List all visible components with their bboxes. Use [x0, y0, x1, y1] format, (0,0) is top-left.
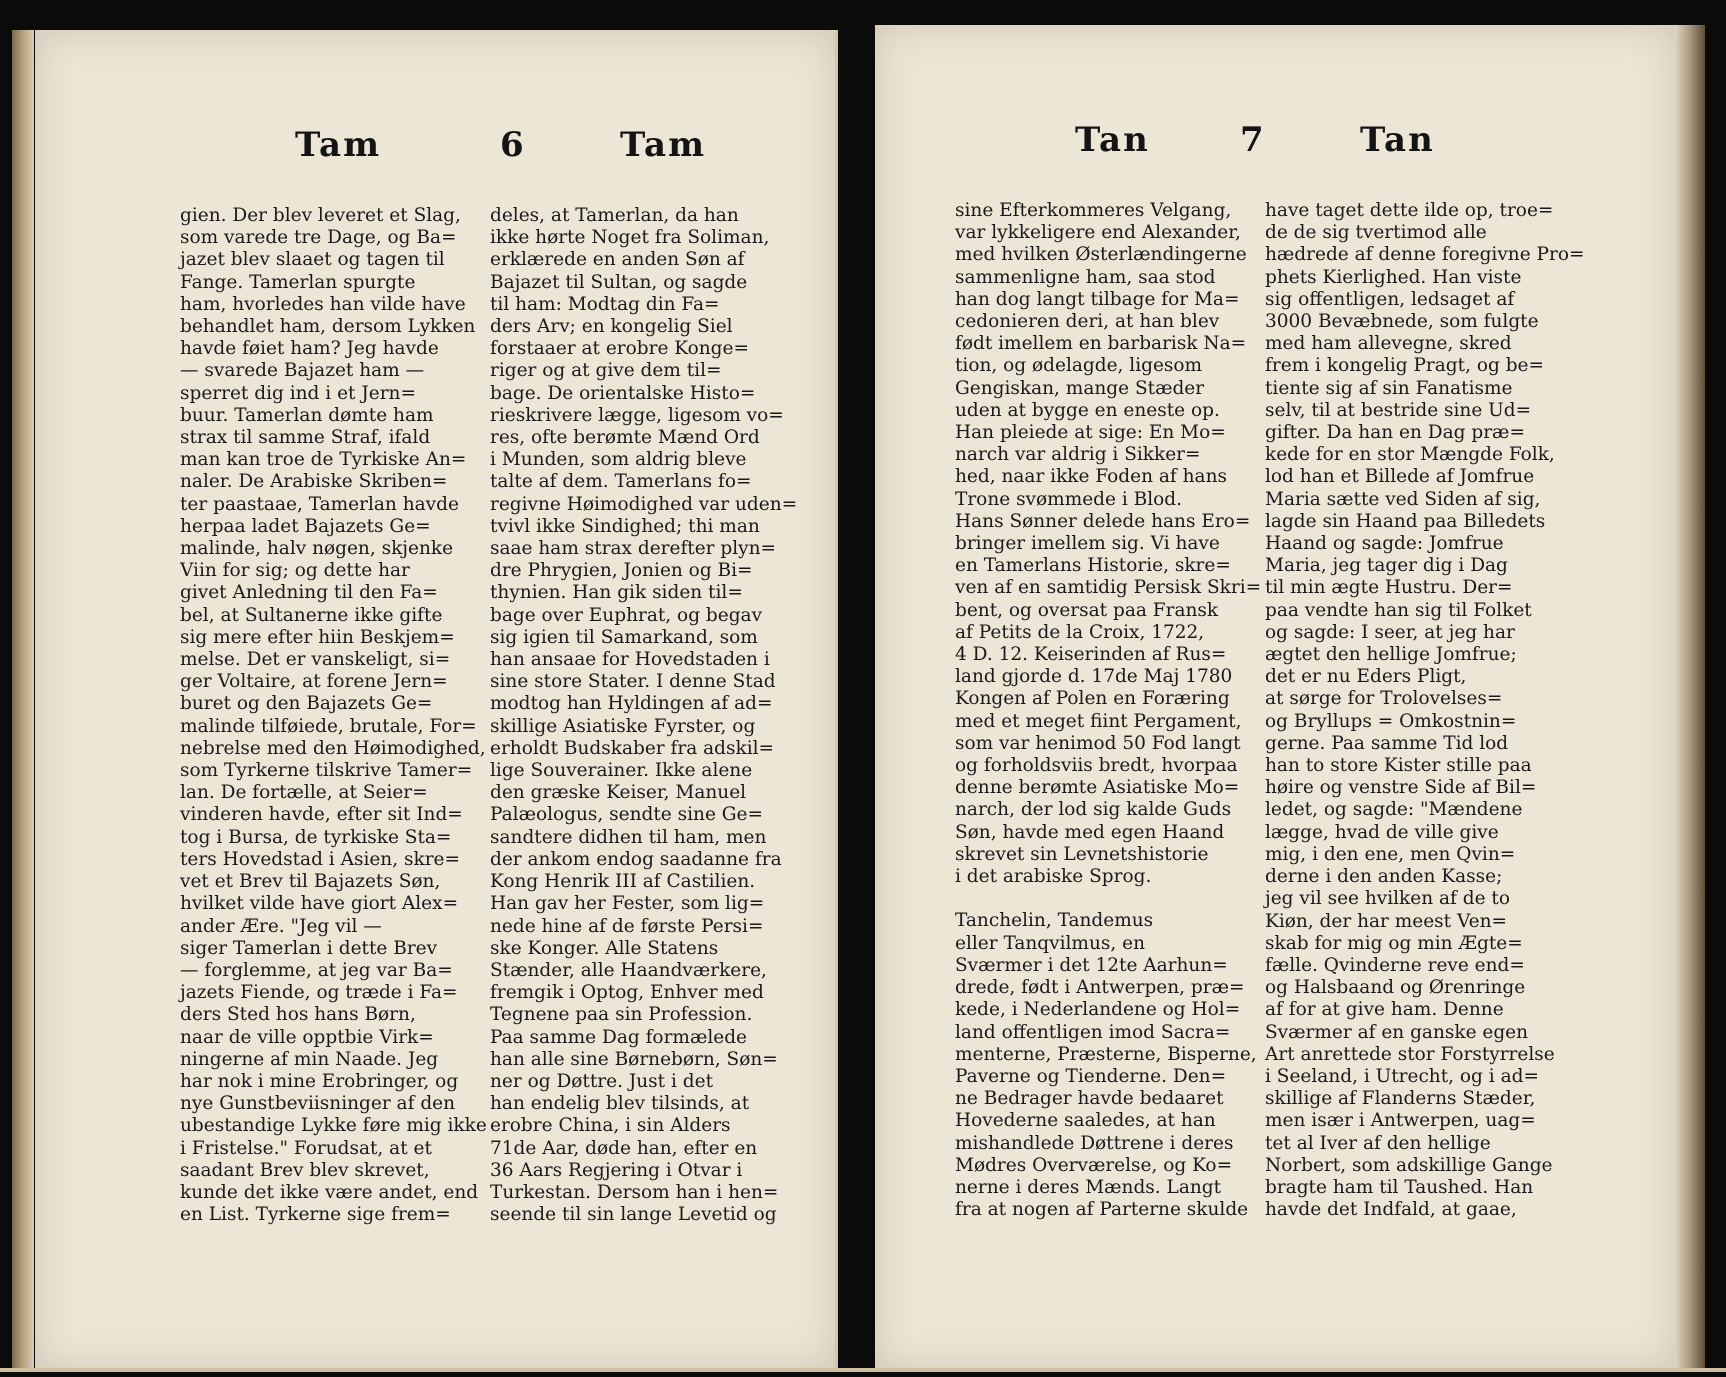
book-edge-left	[12, 30, 34, 1370]
text-line: melse. Det er vanskeligt, si=	[180, 649, 451, 671]
text-line: var lykkeligere end Alexander,	[955, 222, 1241, 244]
text-line: buur. Tamerlan dømte ham	[180, 404, 434, 426]
text-line: rieskrivere lægge, ligesom vo=	[490, 404, 784, 426]
text-line: Han gav her Fester, som lig=	[490, 893, 765, 915]
text-line: Viin for sig; og dette har	[180, 560, 410, 582]
text-line: land offentligen imod Sacra=	[955, 1021, 1231, 1043]
text-line: Tegnene paa sin Profession.	[490, 1004, 753, 1026]
text-line: thynien. Han gik siden til=	[490, 582, 743, 604]
text-line: Maria, jeg tager dig i Dag	[1265, 555, 1508, 577]
text-line: bage over Euphrat, og begav	[490, 604, 763, 626]
text-line: tvivl ikke Sindighed; thi man	[490, 515, 760, 537]
text-line: kede for en stor Mængde Folk,	[1265, 444, 1555, 466]
left-page-column-2	[490, 205, 798, 1226]
right-page-column-2	[1265, 200, 1585, 1221]
text-line: seende til sin lange Levetid og	[490, 1204, 777, 1226]
text-line: Art anrettede stor Forstyrrelse	[1265, 1043, 1555, 1065]
text-line: drede, født i Antwerpen, præ=	[955, 977, 1245, 999]
text-line: Kong Henrik III af Castilien.	[490, 871, 756, 893]
text-line: havde det Indfald, at gaae,	[1265, 1199, 1517, 1221]
text-line: til ham: Modtag din Fa=	[490, 293, 720, 315]
text-line: de de sig tvertimod alle	[1265, 222, 1487, 244]
text-line: erobre China, i sin Alders	[490, 1115, 731, 1137]
text-line: ham, hvorledes han vilde have	[180, 293, 466, 315]
text-line: i det arabiske Sprog.	[955, 866, 1152, 888]
text-line: lan. De fortælle, at Seier=	[180, 782, 428, 804]
text-line: ubestandige Lykke føre mig ikke	[180, 1115, 487, 1137]
text-line: Sværmer i det 12te Aarhun=	[955, 954, 1228, 976]
text-line: skrevet sin Levnetshistorie	[955, 843, 1209, 865]
text-line: denne berømte Asiatiske Mo=	[955, 777, 1240, 799]
text-line: Hovederne saaledes, at han	[955, 1110, 1216, 1132]
text-line: i Munden, som aldrig bleve	[490, 449, 747, 471]
text-line: tiente sig af sin Fanatisme	[1265, 377, 1513, 399]
text-line: sig mere efter hiin Beskjem=	[180, 626, 455, 648]
text-line: ters Hovedstad i Asien, skre=	[180, 848, 460, 870]
text-line: vinderen havde, efter sit Ind=	[180, 804, 463, 826]
right-page-number: 7	[1240, 120, 1266, 160]
right-page-column-1	[955, 200, 1262, 1221]
text-line: paa vendte han sig til Folket	[1265, 599, 1532, 621]
text-line: givet Anledning til den Fa=	[180, 582, 438, 604]
text-line: skab for mig og min Ægte=	[1265, 932, 1523, 954]
text-line: med et meget fiint Pergament,	[955, 710, 1242, 732]
text-line: og Halsbaand og Ørenringe	[1265, 977, 1526, 999]
text-line: — svarede Bajazet ham —	[180, 360, 425, 382]
text-line: narch, der lod sig kalde Guds	[955, 799, 1232, 821]
text-line: buret og den Bajazets Ge=	[180, 693, 433, 715]
text-line: han to store Kister stille paa	[1265, 755, 1532, 777]
text-line: Kiøn, der har meest Ven=	[1265, 910, 1508, 932]
text-line: selv, til at bestride sine Ud=	[1265, 399, 1532, 421]
text-line: i Fristelse." Forudsat, at et	[180, 1137, 432, 1159]
text-line: uden at bygge en eneste op.	[955, 399, 1220, 421]
text-line: har nok i mine Erobringer, og	[180, 1070, 459, 1092]
text-line: ægtet den hellige Jomfrue;	[1265, 644, 1517, 666]
text-line: ikke hørte Noget fra Soliman,	[490, 227, 770, 249]
text-line: herpaa ladet Bajazets Ge=	[180, 515, 431, 537]
text-line: Paverne og Tienderne. Den=	[955, 1065, 1227, 1087]
text-line: Tanchelin, Tandemus	[955, 910, 1154, 932]
text-line: tog i Bursa, de tyrkiske Sta=	[180, 826, 452, 848]
text-line: land gjorde d. 17de Maj 1780	[955, 666, 1233, 688]
text-line: hædrede af denne foregivne Pro=	[1265, 244, 1585, 266]
text-line: naler. De Arabiske Skriben=	[180, 471, 448, 493]
text-line: Maria sætte ved Siden af sig,	[1265, 488, 1541, 510]
text-line: ningerne af min Naade. Jeg	[180, 1048, 439, 1070]
text-line: sandtere didhen til ham, men	[490, 826, 767, 848]
text-line: derne i den anden Kasse;	[1265, 866, 1503, 888]
text-line: ledet, og sagde: "Mændene	[1265, 799, 1523, 821]
text-line: Haand og sagde: Jomfrue	[1265, 533, 1504, 555]
text-line: Sværmer af en ganske egen	[1265, 1021, 1529, 1043]
text-line: nerne i deres Mænds. Langt	[955, 1176, 1222, 1198]
text-line: Turkestan. Dersom han i hen=	[490, 1181, 779, 1203]
text-line: mig, i den ene, men Qvin=	[1265, 843, 1516, 865]
text-line: — forglemme, at jeg var Ba=	[180, 959, 453, 981]
left-header-word-1: Tam	[295, 125, 382, 165]
text-line: bringer imellem sig. Vi have	[955, 533, 1220, 555]
text-line: hed, naar ikke Foden af hans	[955, 466, 1227, 488]
text-line: Han pleiede at sige: En Mo=	[955, 422, 1226, 444]
text-line: skillige af Flanderns Stæder,	[1265, 1088, 1536, 1110]
left-page-column-1	[180, 205, 487, 1226]
text-line: og sagde: I seer, at jeg har	[1265, 621, 1515, 643]
text-line: vet et Brev til Bajazets Søn,	[180, 871, 441, 893]
text-line: høire og venstre Side af Bil=	[1265, 777, 1537, 799]
text-line: Søn, havde med egen Haand	[955, 821, 1225, 843]
text-line: res, ofte berømte Mænd Ord	[490, 427, 760, 449]
text-line: af for at give ham. Denne	[1265, 999, 1504, 1021]
text-line: have taget dette ilde op, troe=	[1265, 200, 1554, 221]
text-line: mishandlede Døttrene i deres	[955, 1132, 1234, 1154]
text-line: med hvilken Østerlændingerne	[955, 244, 1247, 266]
text-line: malinde tilføiede, brutale, For=	[180, 715, 477, 737]
right-page	[875, 25, 1675, 1370]
text-line: saadant Brev blev skrevet,	[180, 1159, 430, 1181]
text-line: 3000 Bevæbnede, som fulgte	[1265, 311, 1539, 333]
text-line: nede hine af de første Persi=	[490, 915, 764, 937]
text-line: sine Efterkommeres Velgang,	[955, 200, 1232, 221]
text-line: gien. Der blev leveret et Slag,	[180, 205, 461, 226]
text-line: Paa samme Dag formælede	[490, 1026, 747, 1048]
text-line: ske Konger. Alle Statens	[490, 937, 719, 959]
text-line: til min ægte Hustru. Der=	[1265, 577, 1513, 599]
text-line: tion, og ødelagde, ligesom	[955, 355, 1203, 377]
text-line	[955, 888, 1240, 910]
text-line: han alle sine Børnebørn, Søn=	[490, 1048, 778, 1070]
text-line: bent, og oversat paa Fransk	[955, 599, 1219, 621]
text-line: 4 D. 12. Keiserinden af Rus=	[955, 644, 1227, 666]
text-line: men især i Antwerpen, uag=	[1265, 1110, 1536, 1132]
text-line: kede, i Nederlandene og Hol=	[955, 999, 1241, 1021]
left-page	[35, 30, 838, 1370]
text-line: bragte ham til Taushed. Han	[1265, 1176, 1534, 1198]
text-line: sig offentligen, ledsaget af	[1265, 288, 1515, 310]
text-line: gifter. Da han en Dag præ=	[1265, 422, 1525, 444]
text-line: i Seeland, i Utrecht, og i ad=	[1265, 1065, 1539, 1087]
text-line: sammenligne ham, saa stod	[955, 266, 1216, 288]
text-line: nebrelse med den Høimodighed,	[180, 737, 486, 759]
text-line: havde føiet ham? Jeg havde	[180, 338, 439, 360]
text-line: Kongen af Polen en Foræring	[955, 688, 1230, 710]
text-line: en Tamerlans Historie, skre=	[955, 555, 1231, 577]
text-line: Palæologus, sendte sine Ge=	[490, 804, 764, 826]
text-line: bage. De orientalske Histo=	[490, 382, 756, 404]
left-page-number: 6	[500, 125, 526, 165]
text-line: som Tyrkerne tilskrive Tamer=	[180, 760, 473, 782]
text-line: ders Sted hos hans Børn,	[180, 1004, 416, 1026]
text-line: regivne Høimodighed var uden=	[490, 493, 798, 515]
text-line: der ankom endog saadanne fra	[490, 848, 782, 870]
text-line: bel, at Sultanerne ikke gifte	[180, 604, 443, 626]
text-line: en List. Tyrkerne sige frem=	[180, 1204, 451, 1226]
text-line: han dog langt tilbage for Ma=	[955, 288, 1240, 310]
text-line: jeg vil see hvilken af de to	[1265, 888, 1510, 910]
text-line: ander Ære. "Jeg vil —	[180, 915, 382, 937]
text-line: Fange. Tamerlan spurgte	[180, 271, 416, 293]
text-line: tet al Iver af den hellige	[1265, 1132, 1491, 1154]
text-line: skillige Asiatiske Fyrster, og	[490, 715, 756, 737]
text-line: Trone svømmede i Blod.	[955, 488, 1183, 510]
text-line: menterne, Præsterne, Bisperne,	[955, 1043, 1257, 1065]
text-line: erklærede en anden Søn af	[490, 249, 745, 271]
text-line: frem i kongelig Pragt, og be=	[1265, 355, 1544, 377]
text-line: siger Tamerlan i dette Brev	[180, 937, 438, 959]
text-line: fremgik i Optog, Enhver med	[490, 982, 764, 1004]
text-line: erholdt Budskaber fra adskil=	[490, 737, 775, 759]
text-line: saae ham strax derefter plyn=	[490, 538, 777, 560]
text-line: kunde det ikke være andet, end	[180, 1181, 479, 1203]
right-header-word-2: Tan	[1360, 120, 1435, 160]
text-line: man kan troe de Tyrkiske An=	[180, 449, 467, 471]
right-header-word-1: Tan	[1075, 120, 1150, 160]
text-line: født imellem en barbarisk Na=	[955, 333, 1247, 355]
text-line: behandlet ham, dersom Lykken	[180, 316, 476, 338]
text-line: Bajazet til Sultan, og sagde	[490, 271, 748, 293]
text-line: og Bryllups = Omkostnin=	[1265, 710, 1517, 732]
text-line: at sørge for Trolovelses=	[1265, 688, 1503, 710]
left-header-word-2: Tam	[620, 125, 707, 165]
text-line: Stænder, alle Haandværkere,	[490, 959, 767, 981]
text-line: narch var aldrig i Sikker=	[955, 444, 1201, 466]
text-line: ne Bedrager havde bedaaret	[955, 1088, 1224, 1110]
text-line: riger og at give dem til=	[490, 360, 722, 382]
text-line: fælle. Qvinderne reve end=	[1265, 954, 1525, 976]
text-line: Gengiskan, mange Stæder	[955, 377, 1205, 399]
text-line: det er nu Eders Pligt,	[1265, 666, 1467, 688]
text-line: nye Gunstbeviisninger af den	[180, 1093, 456, 1115]
text-line: dre Phrygien, Jonien og Bi=	[490, 560, 753, 582]
bottom-edge	[0, 1368, 1726, 1372]
text-line: lod han et Billede af Jomfrue	[1265, 466, 1535, 488]
text-line: med ham allevegne, skred	[1265, 333, 1512, 355]
text-line: talte af dem. Tamerlans fo=	[490, 471, 752, 493]
text-line: naar de ville opptbie Virk=	[180, 1026, 434, 1048]
text-line: jazets Fiende, og træde i Fa=	[180, 982, 458, 1004]
text-line: deles, at Tamerlan, da han	[490, 205, 739, 226]
text-line: ven af en samtidig Persisk Skri=	[955, 577, 1262, 599]
text-line: lagde sin Haand paa Billedets	[1265, 510, 1546, 532]
text-line: som varede tre Dage, og Ba=	[180, 227, 457, 249]
text-line: malinde, halv nøgen, skjenke	[180, 538, 454, 560]
text-line: Hans Sønner delede hans Ero=	[955, 510, 1251, 532]
text-line: af Petits de la Croix, 1722,	[955, 621, 1205, 643]
book-edge-right	[1675, 25, 1705, 1370]
text-line: Mødres Overværelse, og Ko=	[955, 1154, 1233, 1176]
text-line: hvilket vilde have giort Alex=	[180, 893, 459, 915]
text-line: phets Kierlighed. Han viste	[1265, 266, 1522, 288]
text-line: jazet blev slaaet og tagen til	[180, 249, 445, 271]
text-line: strax til samme Straf, ifald	[180, 427, 431, 449]
text-line: gerne. Paa samme Tid lod	[1265, 732, 1509, 754]
text-line: sine store Stater. I denne Stad	[490, 671, 776, 693]
text-line: som var henimod 50 Fod langt	[955, 732, 1241, 754]
text-line: han endelig blev tilsinds, at	[490, 1093, 750, 1115]
text-line: fra at nogen af Parterne skulde	[955, 1199, 1249, 1221]
text-line: 36 Aars Regjering i Otvar i	[490, 1159, 743, 1181]
text-line: lægge, hvad de ville give	[1265, 821, 1499, 843]
left-page-header	[35, 125, 835, 185]
text-line: ner og Døttre. Just i det	[490, 1070, 714, 1092]
text-line: modtog han Hyldingen af ad=	[490, 693, 773, 715]
text-line: den græske Keiser, Manuel	[490, 782, 747, 804]
text-line: sig igien til Samarkand, som	[490, 626, 758, 648]
text-line: ter paastaae, Tamerlan havde	[180, 493, 459, 515]
text-line: Norbert, som adskillige Gange	[1265, 1154, 1553, 1176]
text-line: cedonieren deri, at han blev	[955, 311, 1220, 333]
text-line: 71de Aar, døde han, efter en	[490, 1137, 758, 1159]
text-line: han ansaae for Hovedstaden i	[490, 649, 770, 671]
text-line: ders Arv; en kongelig Siel	[490, 316, 733, 338]
text-line: forstaaer at erobre Konge=	[490, 338, 749, 360]
text-line: og forholdsviis bredt, hvorpaa	[955, 755, 1238, 777]
text-line: sperret dig ind i et Jern=	[180, 382, 416, 404]
text-line: ger Voltaire, at forene Jern=	[180, 671, 448, 693]
text-line: lige Souverainer. Ikke alene	[490, 760, 753, 782]
text-line: eller Tanqvilmus, en	[955, 932, 1146, 954]
right-page-header	[875, 120, 1675, 180]
